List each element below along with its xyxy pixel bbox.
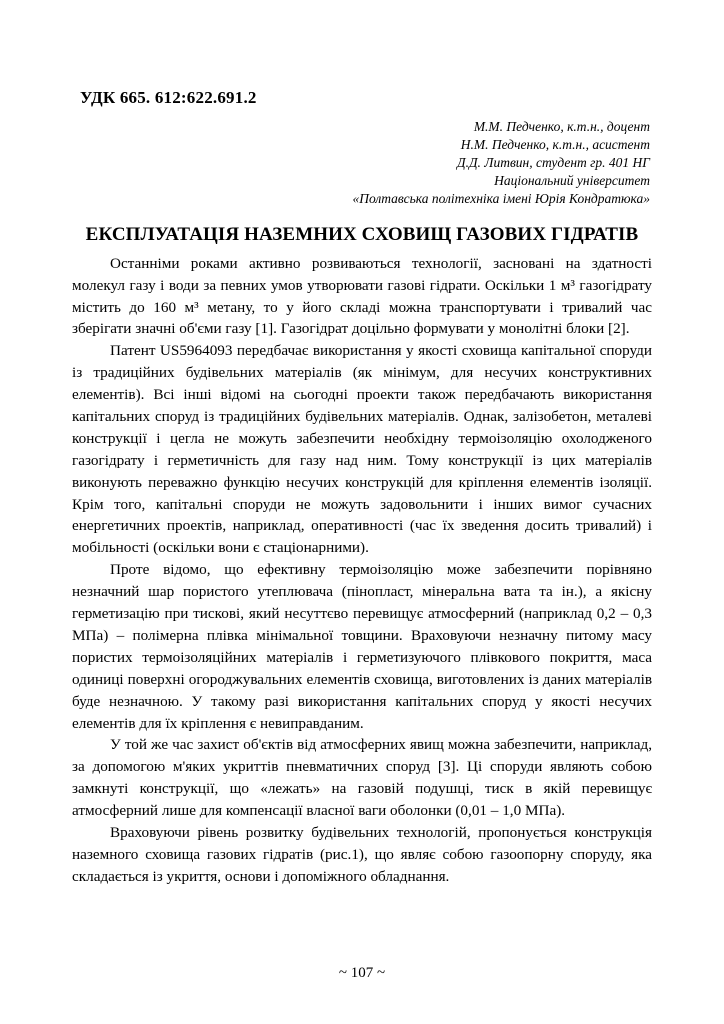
affiliation-line-1: Національний університет [494,173,650,189]
page-number: ~ 107 ~ [338,965,386,981]
author-line-2: Н.М. Педченко, к.т.н., асистент [460,137,650,153]
paragraph-1: Останніми роками активно розвиваються технології, засновані на здатності молекул газу і води за певних умов утворювати газові гідрати. Оскільки 1 м³ газогідрату містить до 160 м³ метану, то у його складі можна транспортувати і тривалий час зберігати значні об'єми газу [1]. Газогідрат доцільно формувати у монолітні блоки [2]. [72,254,652,338]
udc-code: УДК 665. 612:622.691.2 [80,88,257,107]
paragraph-3: Проте відомо, що ефективну термоізоляцію може забезпечити порівняно незначний шар пористого утеплювача (пінопласт, мінеральна вата та ін.), а якісну герметизацію при тискові, який несуттєво перевищує атмосферний (наприклад 0,2 – 0,3 МПа) – полімерна плівка мінімальної товщини. Враховуючи незначну питому масу пористих термоізоляційних матеріалів і герметизуючого плівкового покриття, маса одиниці поверхні огороджувальних елементів сховища, виготовлених із даних матеріалів буде незначною. У такому разі використання капітальних споруд у якості несучих елементів для їх кріплення є невиправданим. [72,561,652,732]
article-body [72,253,652,888]
author-block [72,118,650,208]
author-line-1: М.М. Педченко, к.т.н., доцент [473,119,650,134]
page-title: ЕКСПЛУАТАЦІЯ НАЗЕМНИХ СХОВИЩ ГАЗОВИХ ГІДРАТІВ [85,224,639,246]
paragraph-5: Враховуючи рівень розвитку будівельних технологій, пропонується конструкція наземного сховища газових гідратів (рис.1), що являє собою газоопорну споруду, яка складається із укриття, основи і допоміжного обладнання. [72,823,652,885]
paragraph-4: У той же час захист об'єктів від атмосферних явищ можна забезпечити, наприклад, за допомогою м'яких укриттів пневматичних споруд [3]. Ці споруди являють собою замкнуті конструкції, що «лежать» на газовій подушці, тиск в якій перевищує атмосферний лише для компенсації власної ваги оболонки (0,01 – 1,0 МПа). [72,736,652,820]
paragraph-2: Патент US5964093 передбачає використання у якості сховища капітальної споруди із традиційних будівельних матеріалів (як мінімум, для несучих конструктивних елементів). Всі інші відомі на сьогодні проекти також передбачають використання капітальних споруд із традиційних будівельних матеріалів. Однак, залізобетон, металеві конструкції і цегла не можуть забезпечити необхідну термоізоляцію охолодженого газогідрату і герметичність для газу над ним. Тому конструкції із цих матеріалів виконують переважно функцію несучих конструкцій для кріплення елементів ізоляції. Крім того, капітальні споруди не можуть задовольнити і інших вимог сучасних енергетичних проектів, наприклад, оперативності (час їх зведення досить тривалий) і мобільності (оскільки вони є стаціонарними). [72,342,652,557]
affiliation-line-2: «Полтавська політехніка імені Юрія Кондратюка» [352,191,650,207]
author-line-3: Д.Д. Литвин, студент гр. 401 НГ [457,155,650,171]
